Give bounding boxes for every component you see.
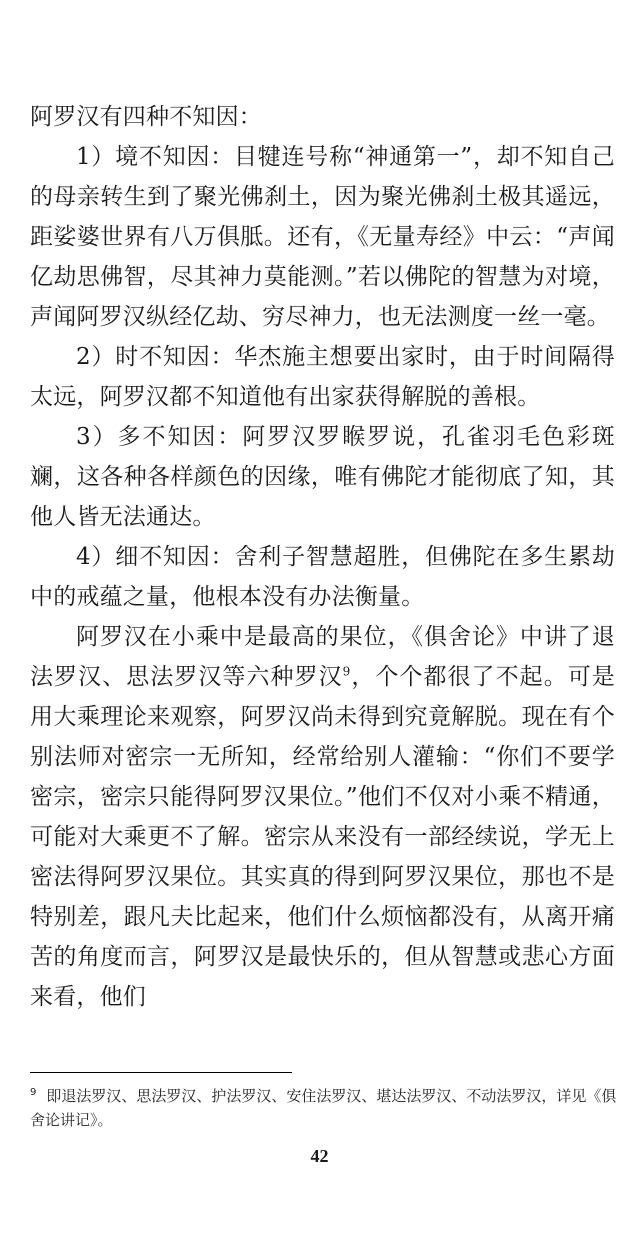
paragraph-item-3: 3）多不知因：阿罗汉罗睺罗说，孔雀羽毛色彩斑斓，这各种各样颜色的因缘，唯有佛陀才能彻底了知，其他人皆无法通达。 <box>30 424 615 530</box>
paragraph-heading: 阿罗汉有四种不知因： <box>30 104 262 130</box>
body-text <box>30 97 615 1017</box>
footnote-divider <box>30 1072 292 1073</box>
footnote-reference[interactable]: 9 <box>342 664 351 679</box>
paragraph-text-after-note: ，个个都很了不起。可是用大乘理论来观察，阿罗汉尚未得到究竟解脱。现在有个别法师对密宗一无所知，经常给别人灌输：“你们不要学密宗，密宗只能得阿罗汉果位。”他们不仅对小乘不精通，可能对大乘更不了解。密宗从来没有一部经续说，学无上密法得阿罗汉果位。其实真的得到阿罗汉果位，那也不是特别差，跟凡夫比起来，他们什么烦恼都没有，从离开痛苦的角度而言，阿罗汉是最快乐的，但从智慧或悲心方面来看，他们 <box>30 664 615 1010</box>
paragraph-text-before-note: 阿罗汉在小乘中是最高的果位，《俱舍论》中讲了退法罗汉、思法罗汉等六种罗汉 <box>30 624 615 690</box>
paragraph-item-2: 2）时不知因：华杰施主想要出家时，由于时间隔得太远，阿罗汉都不知道他有出家获得解脱的善根。 <box>30 344 615 410</box>
footnote-text: 即退法罗汉、思法罗汉、护法罗汉、安住法罗汉、堪达法罗汉、不动法罗汉，详见《俱舍论讲记》。 <box>30 1087 617 1129</box>
paragraph-item-1: 1）境不知因：目犍连号称“神通第一”，却不知自己的母亲转生到了聚光佛刹土，因为聚光佛刹土极其遥远，距娑婆世界有八万俱胝。还有，《无量寿经》中云：“声闻亿劫思佛智，尽其神力莫能测。”若以佛陀的智慧为对境，声闻阿罗汉纵经亿劫、穷尽神力，也无法测度一丝一毫。 <box>30 144 615 330</box>
page-number: 42 <box>310 1146 329 1166</box>
footnote-number: 9 <box>30 1087 37 1098</box>
footnote <box>30 1084 620 1132</box>
paragraph-arhat-discussion <box>30 617 615 1017</box>
paragraph-item-4: 4）细不知因：舍利子智慧超胜，但佛陀在多生累劫中的戒蕴之量，他根本没有办法衡量。 <box>30 544 615 610</box>
